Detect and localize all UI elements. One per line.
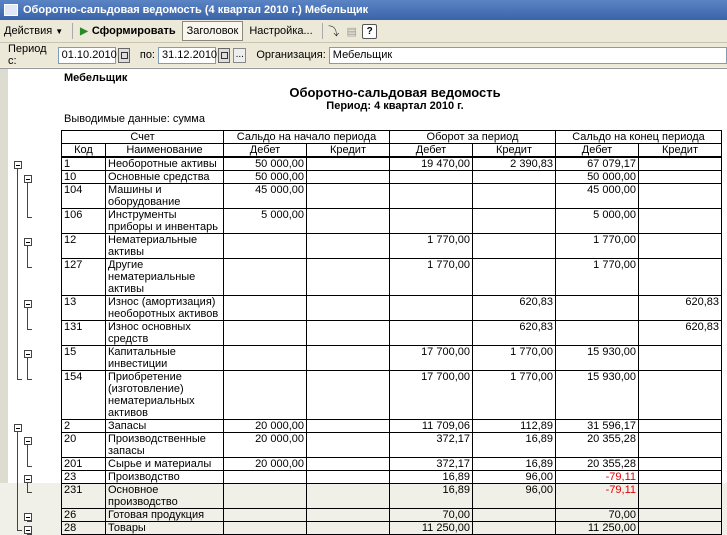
table-row[interactable] [62, 171, 722, 184]
account-code-cell[interactable]: 154 [62, 371, 106, 420]
help-icon: ? [362, 24, 377, 39]
title-bar [0, 0, 727, 20]
account-name-cell[interactable]: Сырье и материалы [106, 458, 224, 471]
account-code-cell[interactable]: 201 [62, 458, 106, 471]
collapse-group-icon[interactable] [24, 526, 32, 534]
opening-credit-cell[interactable] [307, 522, 390, 535]
closing-credit-cell[interactable] [639, 234, 722, 259]
report-sheet [0, 68, 727, 534]
period-to-input[interactable]: 31.12.2010 [158, 47, 216, 64]
help-button[interactable] [362, 23, 378, 39]
opening-debit-cell[interactable] [224, 259, 307, 296]
header-closing-balance: Сальдо на конец периода [556, 131, 722, 144]
expand-groups-icon[interactable]: ⤵ [328, 26, 340, 38]
turnover-debit-cell[interactable]: 17 700,00 [390, 371, 473, 420]
closing-debit-cell[interactable]: 11 250,00 [556, 522, 639, 535]
header-opening-credit: Кредит [307, 144, 390, 158]
collapse-group-icon[interactable] [14, 424, 22, 432]
closing-credit-cell[interactable] [639, 522, 722, 535]
table-row[interactable] [62, 522, 722, 535]
opening-credit-cell[interactable] [307, 209, 390, 234]
closing-credit-cell[interactable] [639, 458, 722, 471]
closing-debit-cell[interactable]: 31 596,17 [556, 420, 639, 433]
closing-credit-cell[interactable] [639, 184, 722, 209]
toolbar-divider [72, 23, 73, 39]
tree-line [27, 492, 32, 493]
table-row[interactable] [62, 509, 722, 522]
opening-debit-cell[interactable] [224, 471, 307, 484]
turnover-credit-cell[interactable] [473, 184, 556, 209]
account-name-cell[interactable]: Машины и оборудование [106, 184, 224, 209]
tree-line [17, 432, 18, 530]
calendar-icon[interactable] [218, 48, 230, 63]
account-code-cell[interactable]: 20 [62, 433, 106, 458]
account-code-cell[interactable]: 12 [62, 234, 106, 259]
turnover-credit-cell[interactable] [473, 171, 556, 184]
opening-debit-cell[interactable] [224, 509, 307, 522]
turnover-debit-cell[interactable] [390, 171, 473, 184]
table-row[interactable] [62, 484, 722, 509]
turnover-debit-cell[interactable]: 11 709,06 [390, 420, 473, 433]
opening-credit-cell[interactable] [307, 234, 390, 259]
turnover-debit-cell[interactable] [390, 184, 473, 209]
table-row[interactable] [62, 259, 722, 296]
generate-label: Сформировать [91, 25, 176, 37]
opening-credit-cell[interactable] [307, 458, 390, 471]
closing-debit-cell[interactable] [556, 321, 639, 346]
settings-button[interactable] [245, 22, 316, 40]
table-row[interactable] [62, 458, 722, 471]
turnover-credit-cell[interactable]: 2 390,83 [473, 157, 556, 171]
turnover-debit-cell[interactable]: 19 470,00 [390, 157, 473, 171]
opening-debit-cell[interactable]: 50 000,00 [224, 157, 307, 171]
opening-debit-cell[interactable]: 20 000,00 [224, 420, 307, 433]
header-label: Заголовок [186, 25, 239, 37]
closing-credit-cell[interactable] [639, 484, 722, 509]
account-code-cell[interactable]: 23 [62, 471, 106, 484]
account-code-cell[interactable]: 1 [62, 157, 106, 171]
turnover-debit-cell[interactable]: 16,89 [390, 471, 473, 484]
opening-debit-cell[interactable]: 45 000,00 [224, 184, 307, 209]
report-window-icon [4, 4, 18, 16]
collapse-group-icon[interactable] [24, 300, 32, 308]
turnover-credit-cell[interactable]: 112,89 [473, 420, 556, 433]
table-row[interactable] [62, 371, 722, 420]
report-title: Оборотно-сальдовая ведомость [289, 85, 501, 100]
collapse-group-icon[interactable] [24, 175, 32, 183]
closing-debit-cell[interactable] [556, 296, 639, 321]
account-code-cell[interactable]: 15 [62, 346, 106, 371]
turnover-credit-cell[interactable] [473, 509, 556, 522]
tree-line [27, 358, 28, 379]
turnover-credit-cell[interactable]: 620,83 [473, 296, 556, 321]
tree-line [27, 466, 32, 467]
tree-line [27, 379, 32, 380]
closing-credit-cell[interactable] [639, 509, 722, 522]
closing-debit-cell[interactable]: 20 355,28 [556, 458, 639, 471]
chevron-down-icon: ▼ [55, 26, 64, 36]
tree-line [27, 183, 28, 217]
turnover-debit-cell[interactable]: 11 250,00 [390, 522, 473, 535]
closing-credit-cell[interactable] [639, 471, 722, 484]
report-period: Период: 4 квартал 2010 г. [326, 100, 464, 112]
closing-credit-cell[interactable] [639, 420, 722, 433]
turnover-debit-cell[interactable] [390, 209, 473, 234]
collapse-group-icon[interactable] [24, 475, 32, 483]
opening-credit-cell[interactable] [307, 509, 390, 522]
collapse-group-icon[interactable] [14, 161, 22, 169]
table-row[interactable] [62, 209, 722, 234]
account-name-cell[interactable]: Износ основных средств [106, 321, 224, 346]
opening-credit-cell[interactable] [307, 433, 390, 458]
turnover-credit-cell[interactable]: 96,00 [473, 484, 556, 509]
table-row[interactable] [62, 471, 722, 484]
account-name-cell[interactable]: Инструменты приборы и инвентарь [106, 209, 224, 234]
period-from-label: Период с: [8, 43, 47, 67]
opening-credit-cell[interactable] [307, 171, 390, 184]
opening-credit-cell[interactable] [307, 471, 390, 484]
tree-line [27, 217, 32, 218]
closing-debit-cell[interactable]: 20 355,28 [556, 433, 639, 458]
closing-credit-cell[interactable]: 620,83 [639, 321, 722, 346]
closing-debit-cell[interactable]: 1 770,00 [556, 259, 639, 296]
account-code-cell[interactable]: 28 [62, 522, 106, 535]
account-name-cell[interactable]: Запасы [106, 420, 224, 433]
turnover-debit-cell[interactable] [390, 296, 473, 321]
closing-debit-cell[interactable]: -79,11 [556, 484, 639, 509]
turnover-credit-cell[interactable]: 16,89 [473, 433, 556, 458]
opening-debit-cell[interactable] [224, 296, 307, 321]
opening-debit-cell[interactable]: 50 000,00 [224, 171, 307, 184]
tree-line [17, 530, 22, 531]
header-account: Счет [62, 131, 224, 144]
header-turnover-credit: Кредит [473, 144, 556, 158]
header-turnover-debit: Дебет [390, 144, 473, 158]
closing-credit-cell[interactable] [639, 371, 722, 420]
header-name: Наименование [106, 144, 224, 158]
opening-credit-cell[interactable] [307, 484, 390, 509]
turnover-debit-cell[interactable]: 16,89 [390, 484, 473, 509]
play-icon: ▶ [80, 25, 88, 37]
account-code-cell[interactable]: 2 [62, 420, 106, 433]
opening-debit-cell[interactable] [224, 234, 307, 259]
actions-menu-button[interactable] [0, 22, 67, 40]
opening-debit-cell[interactable]: 20 000,00 [224, 458, 307, 471]
closing-debit-cell[interactable]: 70,00 [556, 509, 639, 522]
header-opening-debit: Дебет [224, 144, 307, 158]
tree-line [27, 267, 32, 268]
turnover-debit-cell[interactable]: 1 770,00 [390, 234, 473, 259]
collapse-group-icon[interactable] [24, 350, 32, 358]
account-name-cell[interactable]: Товары [106, 522, 224, 535]
account-name-cell[interactable]: Приобретение (изготовление) нематериальных активов [106, 371, 224, 420]
opening-credit-cell[interactable] [307, 371, 390, 420]
account-name-cell[interactable]: Другие нематериальные активы [106, 259, 224, 296]
tree-line [27, 521, 32, 522]
tree-line [27, 246, 28, 267]
opening-credit-cell[interactable] [307, 321, 390, 346]
header-closing-debit: Дебет [556, 144, 639, 158]
closing-credit-cell[interactable]: 620,83 [639, 296, 722, 321]
opening-debit-cell[interactable]: 20 000,00 [224, 433, 307, 458]
opening-credit-cell[interactable] [307, 420, 390, 433]
opening-debit-cell[interactable] [224, 484, 307, 509]
account-name-cell[interactable]: Нематериальные активы [106, 234, 224, 259]
turnover-credit-cell[interactable]: 16,89 [473, 458, 556, 471]
report-display-mode: Выводимые данные: сумма [64, 113, 205, 125]
opening-credit-cell[interactable] [307, 184, 390, 209]
closing-debit-cell[interactable]: 1 770,00 [556, 234, 639, 259]
actions-label: Действия [4, 25, 53, 37]
tree-line [27, 534, 32, 535]
header-opening-balance: Сальдо на начало периода [224, 131, 390, 144]
account-code-cell[interactable]: 231 [62, 484, 106, 509]
tree-line [27, 445, 28, 466]
opening-debit-cell[interactable]: 5 000,00 [224, 209, 307, 234]
balance-sheet-table [61, 130, 722, 535]
table-row[interactable] [62, 433, 722, 458]
account-name-cell[interactable]: Основные средства [106, 171, 224, 184]
account-name-cell[interactable]: Основное производство [106, 484, 224, 509]
closing-debit-cell[interactable]: 45 000,00 [556, 184, 639, 209]
header-closing-credit: Кредит [639, 144, 722, 158]
turnover-credit-cell[interactable]: 620,83 [473, 321, 556, 346]
account-code-cell[interactable]: 106 [62, 209, 106, 234]
collapse-group-icon[interactable] [24, 513, 32, 521]
turnover-debit-cell[interactable]: 17 700,00 [390, 346, 473, 371]
generate-button[interactable] [76, 22, 180, 40]
closing-credit-cell[interactable] [639, 433, 722, 458]
turnover-debit-cell[interactable]: 1 770,00 [390, 259, 473, 296]
tree-line [27, 483, 28, 492]
closing-debit-cell[interactable]: 5 000,00 [556, 209, 639, 234]
account-code-cell[interactable]: 127 [62, 259, 106, 296]
period-from-input[interactable]: 01.10.2010 [58, 47, 116, 64]
turnover-credit-cell[interactable] [473, 522, 556, 535]
toolbar-divider [322, 23, 323, 39]
turnover-credit-cell[interactable] [473, 209, 556, 234]
account-name-cell[interactable]: Готовая продукция [106, 509, 224, 522]
table-row[interactable] [62, 346, 722, 371]
closing-credit-cell[interactable] [639, 346, 722, 371]
closing-credit-cell[interactable] [639, 171, 722, 184]
table-row[interactable] [62, 420, 722, 433]
closing-credit-cell[interactable] [639, 259, 722, 296]
account-code-cell[interactable]: 26 [62, 509, 106, 522]
header-code: Код [62, 144, 106, 158]
organization-input[interactable]: Мебельщик [329, 47, 727, 64]
calendar-icon[interactable] [118, 48, 130, 63]
table-row[interactable] [62, 296, 722, 321]
opening-credit-cell[interactable] [307, 296, 390, 321]
tree-line [27, 329, 32, 330]
opening-debit-cell[interactable] [224, 346, 307, 371]
opening-debit-cell[interactable] [224, 371, 307, 420]
grouping-tree [8, 69, 55, 483]
turnover-credit-cell[interactable] [473, 259, 556, 296]
table-row[interactable] [62, 234, 722, 259]
header-turnover: Оборот за период [390, 131, 556, 144]
opening-credit-cell[interactable] [307, 346, 390, 371]
account-code-cell[interactable]: 104 [62, 184, 106, 209]
toolbar [0, 20, 727, 43]
window-title: Оборотно-сальдовая ведомость (4 квартал 2010 г.) Мебельщик [23, 4, 369, 16]
opening-debit-cell[interactable] [224, 321, 307, 346]
turnover-credit-cell[interactable]: 1 770,00 [473, 371, 556, 420]
tree-line [17, 169, 18, 379]
turnover-credit-cell[interactable]: 96,00 [473, 471, 556, 484]
account-name-cell[interactable]: Необоротные активы [106, 157, 224, 171]
tree-line [17, 379, 22, 380]
filter-panel [0, 43, 727, 67]
settings-label: Настройка... [249, 25, 313, 37]
closing-debit-cell[interactable]: 50 000,00 [556, 171, 639, 184]
opening-credit-cell[interactable] [307, 157, 390, 171]
table-row[interactable] [62, 157, 722, 171]
account-name-cell[interactable]: Износ (амортизация) необоротных активов [106, 296, 224, 321]
report-organization: Мебельщик [64, 72, 128, 84]
turnover-credit-cell[interactable] [473, 234, 556, 259]
turnover-debit-cell[interactable]: 70,00 [390, 509, 473, 522]
account-name-cell[interactable]: Производственные запасы [106, 433, 224, 458]
account-name-cell[interactable]: Капитальные инвестиции [106, 346, 224, 371]
header-toggle-button[interactable] [182, 21, 244, 41]
table-row[interactable] [62, 321, 722, 346]
turnover-debit-cell[interactable] [390, 321, 473, 346]
account-code-cell[interactable]: 10 [62, 171, 106, 184]
opening-credit-cell[interactable] [307, 259, 390, 296]
closing-credit-cell[interactable] [639, 157, 722, 171]
account-name-cell[interactable]: Производство [106, 471, 224, 484]
closing-credit-cell[interactable] [639, 209, 722, 234]
closing-debit-cell[interactable]: -79,11 [556, 471, 639, 484]
period-select-button[interactable]: ... [233, 48, 246, 63]
tree-line [27, 308, 28, 329]
closing-debit-cell[interactable]: 15 930,00 [556, 346, 639, 371]
table-row[interactable] [62, 184, 722, 209]
collapse-group-icon[interactable] [24, 238, 32, 246]
period-to-label: по: [139, 49, 155, 61]
account-code-cell[interactable]: 131 [62, 321, 106, 346]
collapse-group-icon[interactable] [24, 437, 32, 445]
organization-label: Организация: [256, 49, 326, 61]
opening-debit-cell[interactable] [224, 522, 307, 535]
turnover-debit-cell[interactable]: 372,17 [390, 458, 473, 471]
turnover-debit-cell[interactable]: 372,17 [390, 433, 473, 458]
account-code-cell[interactable]: 13 [62, 296, 106, 321]
closing-debit-cell[interactable]: 67 079,17 [556, 157, 639, 171]
closing-debit-cell[interactable]: 15 930,00 [556, 371, 639, 420]
collapse-groups-icon[interactable]: ▤ [346, 25, 357, 38]
turnover-credit-cell[interactable]: 1 770,00 [473, 346, 556, 371]
